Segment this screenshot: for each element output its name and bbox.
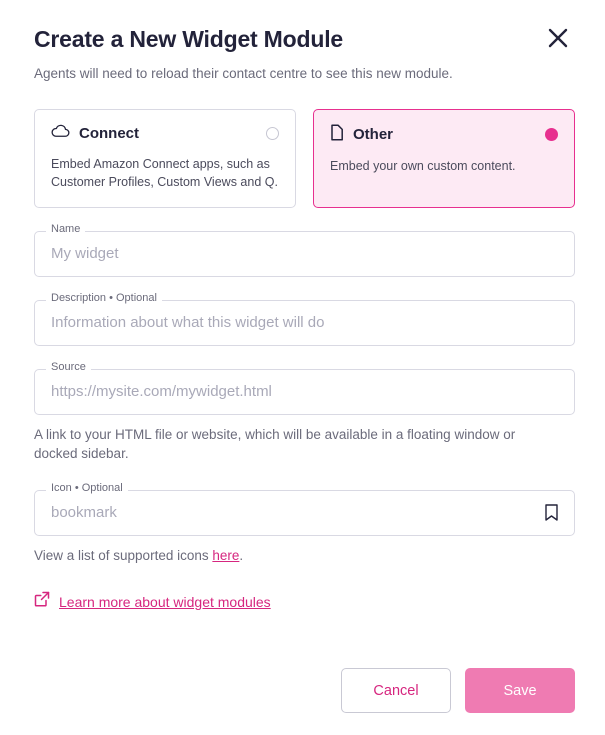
cloud-icon xyxy=(51,124,70,144)
card-description-other: Embed your own custom content. xyxy=(330,158,516,173)
card-header-left-connect xyxy=(51,124,139,144)
label-source: Source xyxy=(46,362,91,373)
external-link-icon xyxy=(34,591,50,612)
modal-subtitle: Agents will need to reload their contact centre to see this new module. xyxy=(34,66,453,81)
field-icon xyxy=(34,481,575,536)
field-box-source[interactable] xyxy=(34,369,575,415)
field-box-name[interactable] xyxy=(34,231,575,277)
close-button[interactable] xyxy=(543,24,573,54)
field-source xyxy=(34,360,575,415)
modal-header xyxy=(34,26,575,54)
widget-type-card-other[interactable] xyxy=(313,109,575,208)
label-description: Description • Optional xyxy=(46,293,162,304)
modal-footer xyxy=(341,668,575,713)
description-input[interactable] xyxy=(49,313,560,332)
radio-connect[interactable] xyxy=(266,127,279,140)
field-box-description[interactable] xyxy=(34,300,575,346)
icon-helper-suffix: . xyxy=(239,547,244,563)
cancel-button[interactable]: Cancel xyxy=(341,668,451,713)
learn-more-row[interactable] xyxy=(34,591,575,612)
label-icon: Icon • Optional xyxy=(46,483,128,494)
learn-more-link[interactable]: Learn more about widget modules xyxy=(59,593,271,610)
name-input[interactable] xyxy=(49,244,560,263)
widget-type-cards xyxy=(34,109,575,208)
save-button[interactable]: Save xyxy=(465,668,575,713)
field-description xyxy=(34,291,575,346)
card-header-connect xyxy=(51,124,279,144)
card-header-left-other xyxy=(330,124,393,146)
close-icon xyxy=(547,27,569,52)
source-input[interactable] xyxy=(49,382,560,401)
supported-icons-link[interactable]: here xyxy=(212,547,240,563)
bookmark-icon xyxy=(543,503,560,522)
radio-other[interactable] xyxy=(545,128,558,141)
card-title-other: Other xyxy=(353,126,394,144)
card-header-other xyxy=(330,124,558,146)
widget-type-card-connect[interactable] xyxy=(34,109,296,208)
card-title-connect: Connect xyxy=(79,125,139,143)
source-helper-text: A link to your HTML file or website, which will be available in a floating window or docked sidebar. xyxy=(34,426,516,462)
page-title: Create a New Widget Module xyxy=(34,26,343,52)
field-box-icon[interactable] xyxy=(34,490,575,536)
field-name xyxy=(34,222,575,277)
card-description-connect: Embed Amazon Connect apps, such as Customer Profiles, Custom Views and Q. xyxy=(51,156,278,189)
document-icon xyxy=(330,124,344,146)
icon-input[interactable] xyxy=(49,503,535,522)
icon-helper-prefix: View a list of supported icons xyxy=(34,547,213,563)
label-name: Name xyxy=(46,224,85,235)
icon-helper-text xyxy=(34,546,559,566)
